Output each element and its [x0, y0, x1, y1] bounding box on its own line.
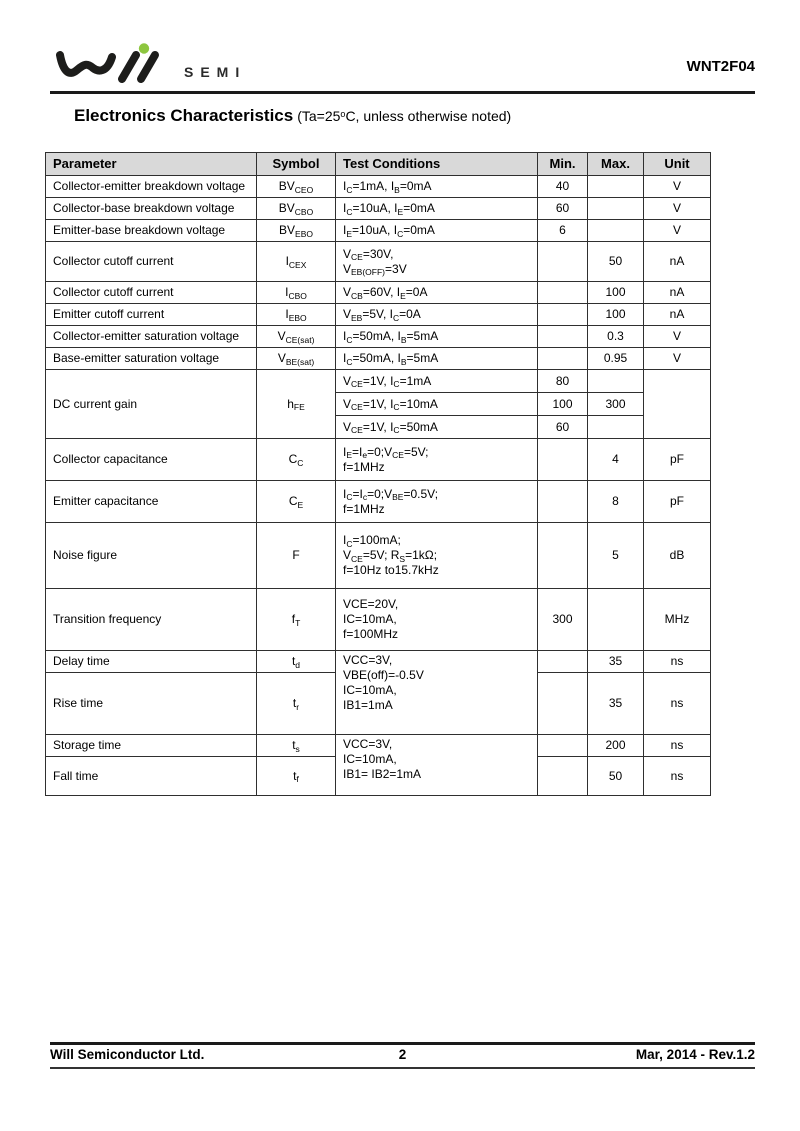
cell-parameter: Base-emitter saturation voltage: [46, 348, 257, 370]
cell-max: 4: [588, 439, 644, 481]
subscript: C: [346, 206, 353, 217]
cell-min: 60: [538, 416, 588, 439]
cell-parameter: Collector cutoff current: [46, 242, 257, 282]
cell-unit: ns: [644, 651, 711, 673]
cell-parameter: Collector-base breakdown voltage: [46, 198, 257, 220]
subscript: B: [394, 184, 400, 195]
subscript: C: [346, 184, 353, 195]
subscript: CE: [351, 553, 363, 564]
cell-min: [538, 326, 588, 348]
subscript: EB: [351, 312, 363, 323]
cell-conditions: VCC=3V, VBE(off)=-0.5V IC=10mA, IB1=1mA: [336, 651, 538, 735]
cell-max: 100: [588, 304, 644, 326]
subscript: s: [295, 743, 300, 754]
cell-conditions: $I_C=10uA$, $I_E=0mA$: [336, 198, 538, 220]
cell-min: [538, 242, 588, 282]
superscript: o: [340, 108, 346, 119]
cell-parameter: Storage time: [46, 735, 257, 757]
cell-min: 100: [538, 393, 588, 416]
cell-max: 8: [588, 481, 644, 523]
table-row: [46, 651, 711, 673]
subscript: CE: [351, 252, 363, 262]
cell-parameter: Noise figure: [46, 523, 257, 589]
cell-unit: pF: [644, 481, 711, 523]
cell-parameter: Collector-emitter breakdown voltage: [46, 176, 257, 198]
subscript: E: [346, 228, 353, 239]
footer-rule-top: [50, 1042, 755, 1045]
characteristics-table: [45, 152, 711, 796]
cell-conditions: $I_C=I_c=0;V_{BE}=0.5V$; f=1MHz: [336, 481, 538, 523]
cell-max: [588, 416, 644, 439]
cell-parameter: Collector-emitter saturation voltage: [46, 326, 257, 348]
header-rule: [50, 91, 755, 94]
subscript: FE: [293, 402, 305, 412]
subscript: CE: [351, 379, 363, 389]
cell-min: [538, 282, 588, 304]
subscript: E: [400, 290, 406, 301]
cell-max: 50: [588, 242, 644, 282]
subscript: r: [296, 701, 300, 712]
table-row: [46, 523, 711, 589]
cell-unit: V: [644, 198, 711, 220]
cell-unit: MHz: [644, 589, 711, 651]
cell-max: [588, 370, 644, 393]
subscript: CE: [351, 402, 363, 412]
cell-min: [538, 348, 588, 370]
cell-conditions: $V_{CB}=60V$, $I_E=0A$: [336, 282, 538, 304]
subscript: C: [297, 457, 304, 468]
cell-parameter: Collector capacitance: [46, 439, 257, 481]
cell-parameter: Delay time: [46, 651, 257, 673]
cell-min: 80: [538, 370, 588, 393]
table-row: [46, 370, 711, 393]
cell-unit: nA: [644, 242, 711, 282]
cell-parameter: DC current gain: [46, 370, 257, 439]
cell-symbol: F: [257, 523, 336, 589]
cell-max: 200: [588, 735, 644, 757]
subscript: BE(sat): [285, 356, 315, 367]
cell-unit: V: [644, 220, 711, 242]
cell-unit: nA: [644, 282, 711, 304]
cell-conditions: $I_C=50mA$, $I_B=5mA$: [336, 348, 538, 370]
cell-symbol: $V_{CE(sat)}$: [257, 326, 336, 348]
table-row: [46, 176, 711, 198]
cell-symbol: $t_s$: [257, 735, 336, 757]
subscript: C: [393, 402, 400, 412]
header-conditions: Test Conditions: [336, 153, 538, 176]
cell-symbol: $BV_{EBO}$: [257, 220, 336, 242]
cell-symbol: $f_T$: [257, 589, 336, 651]
cell-symbol: $C_C$: [257, 439, 336, 481]
cell-min: [538, 651, 588, 673]
cell-max: [588, 176, 644, 198]
cell-conditions: $V_{CE}=30V$, $V_{EB(OFF)}=3V$: [336, 242, 538, 282]
subscript: EBO: [295, 228, 313, 239]
cell-symbol: $t_f$: [257, 757, 336, 796]
subscript: f: [296, 774, 299, 784]
cell-max: 300: [588, 393, 644, 416]
cell-conditions: $V_{CE}=1V$, $I_C=10mA$: [336, 393, 538, 416]
cell-min: [538, 523, 588, 589]
cell-max: [588, 220, 644, 242]
header-min: Min.: [538, 153, 588, 176]
subscript: E: [346, 450, 353, 460]
logo-suffix-text: SEMI: [184, 64, 247, 80]
cell-conditions: VCE=20V, IC=10mA, f=100MHz: [336, 589, 538, 651]
cell-unit: nA: [644, 304, 711, 326]
table-row: [46, 589, 711, 651]
subscript: CBO: [294, 206, 314, 217]
subscript: CBO: [288, 290, 307, 301]
will-wave-logo-icon: [56, 42, 168, 86]
section-title-note: ($Ta=25^oC$, unless otherwise noted): [297, 108, 512, 124]
cell-parameter: Emitter cutoff current: [46, 304, 257, 326]
cell-max: 35: [588, 651, 644, 673]
cell-symbol: $BV_{CBO}$: [257, 198, 336, 220]
subscript: C: [346, 334, 353, 345]
subscript: BE: [392, 492, 404, 502]
cell-unit: V: [644, 326, 711, 348]
cell-parameter: Rise time: [46, 673, 257, 735]
cell-parameter: Emitter capacitance: [46, 481, 257, 523]
cell-conditions: $I_C=1mA$, $I_B=0mA$: [336, 176, 538, 198]
cell-conditions: $I_C=50mA$, $I_B=5mA$: [336, 326, 538, 348]
header-parameter: Parameter: [46, 153, 257, 176]
table-row: [46, 348, 711, 370]
subscript: C: [346, 538, 353, 549]
subscript: CE: [351, 425, 363, 435]
cell-conditions: $V_{CE}=1V$, $I_C=1mA$: [336, 370, 538, 393]
subscript: EB(OFF): [351, 267, 386, 277]
cell-max: 0.3: [588, 326, 644, 348]
cell-unit: V: [644, 176, 711, 198]
subscript: C: [392, 312, 400, 323]
cell-symbol: $t_r$: [257, 673, 336, 735]
cell-unit: pF: [644, 439, 711, 481]
cell-min: [538, 735, 588, 757]
cell-min: [538, 439, 588, 481]
cell-min: 6: [538, 220, 588, 242]
subscript: T: [295, 617, 301, 628]
subscript: CE: [392, 450, 404, 460]
subscript: CE(sat): [285, 334, 315, 345]
cell-unit: [644, 370, 711, 439]
cell-symbol: $t_d$: [257, 651, 336, 673]
subscript: d: [295, 659, 301, 670]
cell-min: [538, 757, 588, 796]
subscript: B: [400, 334, 407, 345]
footer-company: Will Semiconductor Ltd.: [50, 1047, 205, 1062]
cell-unit: ns: [644, 735, 711, 757]
table-row: [46, 439, 711, 481]
subscript: C: [393, 425, 400, 435]
cell-max: 0.95: [588, 348, 644, 370]
footer-rule-bottom: [50, 1067, 755, 1069]
cell-max: 35: [588, 673, 644, 735]
subscript: e: [362, 450, 368, 460]
cell-min: 60: [538, 198, 588, 220]
cell-conditions: $I_C=100mA$; $V_{CE}=5V$; $R_S=1k\Omega$; f=10Hz to15.7kHz: [336, 523, 538, 589]
cell-symbol: $BV_{CEO}$: [257, 176, 336, 198]
subscript: C: [346, 356, 353, 367]
cell-min: 40: [538, 176, 588, 198]
subscript: C: [346, 492, 353, 502]
subscript: C: [393, 379, 400, 389]
footer-page-number: 2: [398, 1047, 407, 1062]
header-max: Max.: [588, 153, 644, 176]
subscript: S: [399, 553, 406, 564]
header-symbol: Symbol: [257, 153, 336, 176]
cell-max: [588, 589, 644, 651]
cell-unit: ns: [644, 673, 711, 735]
subscript: CB: [351, 290, 363, 301]
subscript: c: [362, 492, 368, 502]
table-row: [46, 304, 711, 326]
table-row: [46, 220, 711, 242]
table-row: [46, 481, 711, 523]
cell-max: 50: [588, 757, 644, 796]
cell-max: [588, 198, 644, 220]
subscript: B: [400, 356, 407, 367]
table-row: [46, 326, 711, 348]
cell-max: 5: [588, 523, 644, 589]
cell-min: [538, 673, 588, 735]
cell-conditions: $I_E=I_e=0;V_{CE}=5V$; f=1MHz: [336, 439, 538, 481]
cell-max: 100: [588, 282, 644, 304]
section-title: [74, 106, 511, 126]
cell-unit: V: [644, 348, 711, 370]
header-unit: Unit: [644, 153, 711, 176]
subscript: EBO: [288, 312, 307, 323]
subscript: E: [397, 206, 404, 217]
cell-parameter: Emitter-base breakdown voltage: [46, 220, 257, 242]
cell-min: 300: [538, 589, 588, 651]
footer-revision: Mar, 2014 - Rev.1.2: [635, 1047, 755, 1062]
cell-symbol: $V_{BE(sat)}$: [257, 348, 336, 370]
cell-conditions: $V_{EB}=5V$, $I_C=0A$: [336, 304, 538, 326]
table-row: [46, 735, 711, 757]
cell-min: [538, 481, 588, 523]
cell-conditions: $I_E=10uA$, $I_C=0mA$: [336, 220, 538, 242]
cell-unit: dB: [644, 523, 711, 589]
cell-parameter: Transition frequency: [46, 589, 257, 651]
company-logo: [56, 42, 246, 86]
cell-symbol: $I_{CEX}$: [257, 242, 336, 282]
product-code: WNT2F04: [686, 58, 755, 75]
table-row: [46, 198, 711, 220]
cell-symbol: $h_{FE}$: [257, 370, 336, 439]
cell-parameter: Fall time: [46, 757, 257, 796]
subscript: CEX: [288, 259, 307, 270]
subscript: CEO: [294, 184, 314, 195]
table-row: [46, 242, 711, 282]
subscript: C: [397, 228, 404, 239]
section-title-text: Electronics Characteristics: [74, 106, 294, 125]
table-header-row: [46, 153, 711, 176]
cell-symbol: $I_{CBO}$: [257, 282, 336, 304]
subscript: E: [297, 499, 304, 510]
cell-conditions: $V_{CE}=1V$, $I_C=50mA$: [336, 416, 538, 439]
table-row: [46, 282, 711, 304]
cell-conditions: VCC=3V, IC=10mA, IB1= IB2=1mA: [336, 735, 538, 796]
cell-parameter: Collector cutoff current: [46, 282, 257, 304]
logo-green-dot-icon: [139, 43, 149, 53]
cell-unit: ns: [644, 757, 711, 796]
cell-symbol: $I_{EBO}$: [257, 304, 336, 326]
footer: [50, 1047, 755, 1065]
cell-min: [538, 304, 588, 326]
cell-symbol: $C_E$: [257, 481, 336, 523]
